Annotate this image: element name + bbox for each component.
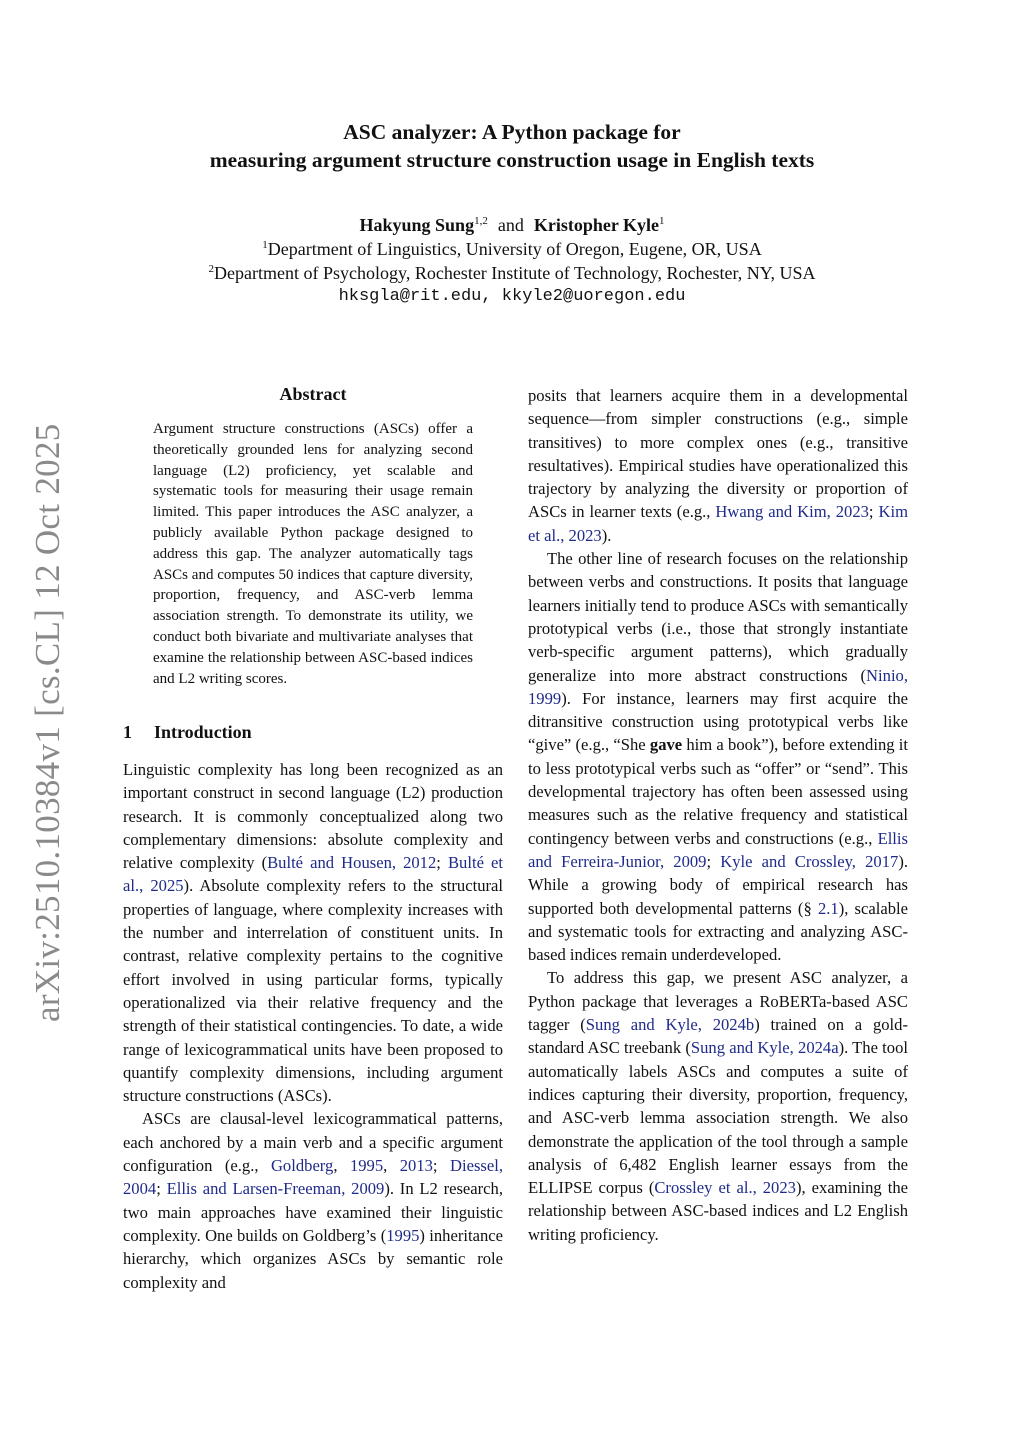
paragraph [528,547,908,966]
citation-link[interactable]: 2013 [399,1156,433,1176]
paragraph [123,758,503,1107]
section-reference-link[interactable]: 2.1 [817,898,839,918]
text-run: him a book”), before extending it to less prototypical verbs such as “offer” or “send”. This developmental trajectory has often been assessed using measures such as the relative frequency and statistical contingency between verbs and constructions (e.g., [528,735,908,848]
text-run: , [383,1156,400,1176]
citation-link[interactable]: 1995 [386,1225,420,1245]
citation-link[interactable]: Sung and Kyle, 2024a [690,1038,839,1058]
citation-link[interactable]: Goldberg [270,1156,334,1176]
arxiv-identifier: arXiv:2510.10384v1 [cs.CL] 12 Oct 2025 [28,423,67,1022]
citation-link[interactable]: Crossley et al., 2023 [654,1178,796,1198]
text-run: The other line of research focuses on the relationship between verbs and constructions. It posits that language learners initially tend to produce ASCs with semantically prototypical verbs (i.e., those that strongly instantiate verb-specific argument patterns), which gradually generalize into more abstract constructions ( [528,549,908,685]
author-names [0,213,1024,237]
text-run: ). The tool automatically labels ASCs and computes a suite of indices capturing their diversity, proportion, frequency, and ASC-verb lemma association strength. We also demonstrate the application of the tool through a sample analysis of 6,482 English learner essays from the ELLIPSE corpus ( [528,1038,908,1198]
paper-title [0,118,1024,174]
author-block [0,213,1024,309]
paragraph [528,384,908,547]
author-2-affiliation: 1 [658,215,665,227]
text-run: ). [601,525,612,545]
paragraph [528,966,908,1246]
right-column-body [528,384,908,1246]
abstract-heading: Abstract [279,384,347,404]
citation-link[interactable]: Diessel, 2004 [123,1156,503,1199]
text-run: ASCs are clausal-level lexicogrammatical patterns, each anchored by a main verb and a specific argument configuration (e.g., [123,1109,503,1176]
citation-link[interactable]: Ninio, 1999 [528,665,908,708]
text-run: ; [156,1179,167,1199]
bold-word: gave [649,735,683,755]
text-run: ; [436,853,448,873]
text-run: ; [706,851,721,871]
citation-link[interactable]: Ellis and Larsen-Freeman, 2009 [166,1179,385,1199]
author-1-affiliation: 1,2 [474,215,488,227]
citation-link[interactable]: Bulté and Housen, 2012 [267,853,437,873]
text-run: To address this gap, we present ASC analyzer, a Python package that leverages a RoBERTa-based ASC tagger ( [528,968,908,1035]
citation-link[interactable]: Ellis and Ferreira-Junior, 2009 [528,828,908,871]
section-number: 1 [123,722,132,742]
author-conjunction: and [497,215,524,235]
affiliation-1-text: Department of Linguistics, University of Oregon, Eugene, OR, USA [267,239,762,259]
text-run: posits that learners acquire them in a developmental sequence—from simpler constructions (e.g., simple transitives) to more complex ones (e.g., transitive resultatives). Empirical studies have operationalized this trajectory by analyzing the diversity or proportion of ASCs in learner texts (e.g., [528,386,908,522]
text-run: Linguistic complexity has long been recognized as an important construct in second language (L2) production research. It is commonly conceptualized along two complementary dimensions: absolute complexity and relative complexity ( [123,760,503,873]
text-run: ). While a growing body of empirical research has supported both developmental patterns (§ [528,851,908,918]
abstract-text: Argument structure constructions (ASCs) offer a theoretically grounded lens for analyzing second language (L2) proficiency, yet scalable and systematic tools for measuring their usage remain limited. This paper introduces the ASC analyzer, a publicly available Python package designed to address this gap. The analyzer automatically tags ASCs and computes 50 indices that capture diversity, proportion, frequency, and ASC-verb lemma association strength. To demonstrate its utility, we conduct both bivariate and multivariate analyses that examine the relationship between ASC-based indices and L2 writing scores. [153,421,473,687]
citation-link[interactable]: Hwang and Kim, 2023 [715,502,869,522]
citation-link[interactable]: Bulté et al., 2025 [123,853,503,896]
author-1: Hakyung Sung [359,215,475,235]
left-column-body [123,758,503,1294]
text-run: , [333,1156,350,1176]
text-run: ). For instance, learners may first acquire the ditransitive construction using prototypical verbs like “give” (e.g., “She [528,688,908,755]
text-run: ), examining the relationship between ASC-based indices and L2 English writing proficiency. [528,1178,908,1244]
title-line-2: measuring argument structure construction usage in English texts [209,148,815,172]
text-run: ), scalable and systematic tools for extracting and analyzing ASC-based indices remain underdeveloped. [528,898,908,965]
text-run: ; [432,1156,450,1176]
author-2: Kristopher Kyle [533,215,659,235]
citation-link[interactable]: Sung and Kyle, 2024b [585,1015,755,1035]
affiliation-1-marker: 1 [262,239,268,251]
affiliation-2-marker: 2 [208,263,215,275]
paragraph [123,1107,503,1293]
citation-link[interactable]: Kyle and Crossley, 2017 [720,851,899,871]
citation-link[interactable]: Kim et al., 2023 [528,502,908,545]
section-heading-introduction [123,722,252,743]
text-run: ) trained on a gold-standard ASC treebank ( [528,1015,908,1058]
section-title: Introduction [154,722,252,742]
text-run: ; [868,502,879,522]
affiliation-1 [0,237,1024,261]
text-run: ). In L2 research, two main approaches have examined their linguistic complexity. One builds on Goldberg’s ( [123,1179,503,1245]
text-run: ). Absolute complexity refers to the structural properties of language, where complexity increases with the number and interrelation of constituent units. In contrast, relative complexity pertains to the cognitive effort involved in using particular forms, typically operationalized via their relative frequency and the strength of their statistical contingencies. To date, a wide range of lexicogrammatical units have been proposed to quantify complexity dimensions, including argument structure constructions (ASCs). [123,876,503,1106]
author-emails[interactable]: hksgla@rit.edu, kkyle2@uoregon.edu [338,287,686,306]
text-run: ) inheritance hierarchy, which organizes ASCs by semantic role complexity and [123,1225,503,1292]
affiliation-2 [0,261,1024,285]
citation-link[interactable]: 1995 [349,1156,384,1176]
affiliation-2-text: Department of Psychology, Rochester Institute of Technology, Rochester, NY, USA [214,263,816,283]
title-line-1: ASC analyzer: A Python package for [343,120,681,144]
